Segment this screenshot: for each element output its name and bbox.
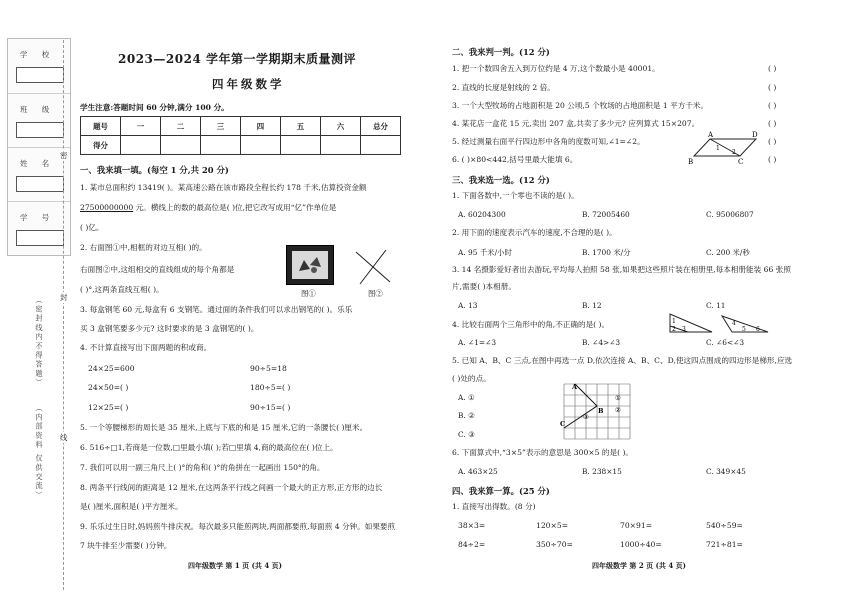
choice-option[interactable]: C. 11 (706, 301, 726, 310)
q4-calc: 12×25=( ) (88, 403, 129, 412)
choice-option[interactable]: A. 60204300 (458, 210, 506, 219)
score-table (80, 116, 401, 155)
score-input-cell[interactable] (201, 136, 241, 155)
q6-line: 6. 516÷□1,若商是一位数,□里最小填( );若□里填 4,商的最高位在( )位上。 (80, 443, 338, 452)
score-input-cell[interactable] (121, 136, 161, 155)
vertex-label: C (738, 158, 744, 166)
choice-q1: 1. 下面各数中,一个零也不读的是( )。 (452, 191, 579, 200)
score-cell: 总分 (361, 117, 401, 136)
angle-label: 1 (716, 145, 720, 152)
score-cell: 二 (161, 117, 201, 136)
section4-heading: 四、我来算一算。(25 分) (452, 486, 550, 496)
student-number-label: 学 号 (20, 213, 56, 222)
choice-q5-line1: 5. 已知 A、B、C 三点,在图中再选一点 D,依次连接 A、B、C、D,使这四点围成的四边形是梯形,应选 (452, 356, 793, 365)
q5-line: 5. 一个等腰梯形的周长是 35 厘米,上底与下底的和是 15 厘米,它的一条腰长( )厘米。 (80, 423, 368, 432)
score-input-cell[interactable] (241, 136, 281, 155)
calc-q1: 1. 直接写出得数。(8 分) (452, 502, 536, 511)
figure1-caption: 图① (301, 289, 316, 298)
picture-frame-figure (286, 245, 334, 285)
choice-q3-line2: 片,需要( )本相册。 (452, 282, 516, 291)
footer-page2: 四年级数学 第 2 页 (共 4 页) (592, 561, 686, 570)
q9-line1: 9. 乐乐过生日时,妈妈煎牛排庆祝。每次最多只能煎两块,两面都要煎,每面煎 4 分钟。如果要煎 (80, 522, 396, 531)
vertex-label: B (688, 158, 694, 166)
q9-line2: 7 块牛排至少需要( )分钟。 (80, 541, 172, 550)
school-field[interactable] (16, 67, 64, 83)
calc-item: 350÷70= (536, 540, 573, 549)
score-input-cell[interactable] (321, 136, 361, 155)
choice-option[interactable]: C. ③ (458, 430, 475, 439)
vertex-label: A (708, 131, 714, 139)
score-cell: 三 (201, 117, 241, 136)
q1-line3: ( )亿。 (80, 223, 104, 232)
binding-row-class (8, 93, 70, 148)
triangle-angle-label: 5 (742, 326, 746, 333)
calc-item: 84÷2= (458, 540, 486, 549)
q4-calc: 180÷5=( ) (250, 383, 291, 392)
seal-char-mi: 密 (60, 151, 68, 160)
angle-label: 2 (732, 149, 736, 156)
vertex-label: D (752, 131, 758, 139)
triangle-angle-label: 1 (672, 318, 676, 325)
binding-row-number (8, 201, 70, 256)
score-input-cell[interactable] (281, 136, 321, 155)
q4-calc: 24×50=( ) (88, 383, 129, 392)
exam-subtitle: 四年级数学 (212, 77, 285, 91)
section2-heading: 二、我来判一判。(12 分) (452, 47, 550, 57)
q8-line2: 是( )厘米,面积是( )平方厘米。 (80, 502, 183, 511)
class-label: 班 级 (20, 105, 56, 114)
q1-line2-text: 元。横线上的数的最高位是( )位,把它改写成用“亿”作单位是 (133, 203, 337, 212)
judge-answer-box[interactable]: ( ) (768, 83, 777, 92)
score-table-header-row (81, 117, 401, 136)
score-input-cell[interactable] (161, 136, 201, 155)
seal-char-xian: 线 (60, 433, 68, 442)
calc-item: 70×91= (620, 521, 653, 530)
exam-title: 2023—2024 学年第一学期期末质量测评 (118, 52, 356, 66)
choice-option[interactable]: A. 463×25 (458, 467, 498, 476)
judge-item: 3. 一个大型牧场的占地面积是 20 公顷,5 个牧场的占地面积是 1 平方千米。 (452, 101, 709, 110)
section1-heading: 一、我来填一填。(每空 1 分,共 20 分) (80, 165, 229, 175)
score-row-label: 得分 (81, 136, 121, 155)
calc-item: 38×3= (458, 521, 486, 530)
judge-answer-box[interactable]: ( ) (768, 64, 777, 73)
grid-point-label: C (560, 420, 566, 428)
judge-answer-box[interactable]: ( ) (768, 137, 777, 146)
name-field[interactable] (16, 176, 64, 192)
score-cell: 一 (121, 117, 161, 136)
choice-option[interactable]: A. 13 (458, 301, 478, 310)
q2-line3: ( )°,这两条直线互相( )。 (80, 285, 164, 294)
choice-option[interactable]: B. 238×15 (582, 467, 622, 476)
choice-q5-line2: ( )处的点。 (452, 374, 491, 383)
calc-item: 1000÷40= (620, 540, 662, 549)
q2-line1: 2. 右面图①中,相框的对边互相( )的。 (80, 243, 207, 252)
grid-point-label: A (572, 383, 578, 391)
q1-underlined-number: 27500000000 (80, 203, 134, 212)
judge-item: 6. ( )×80<442,括号里最大能填 6。 (452, 155, 578, 164)
figure2-caption: 图② (368, 289, 383, 298)
q3-line2: 买 3 盒钢笔要多少元? 这时要求的是 3 盒钢笔的( )。 (80, 324, 259, 333)
seal-line (63, 40, 64, 590)
grid-point-label: ② (615, 406, 621, 414)
judge-item: 4. 某花店一盒花 15 元,卖出 207 盒,共卖了多少元? 应列算式 15×207。 (452, 119, 700, 128)
dot-grid-figure (560, 380, 634, 442)
choice-q6: 6. 下面算式中,“3×5”表示的意思是 300×5 的是( )。 (452, 448, 634, 457)
frame-inner-image (292, 251, 328, 279)
score-cell: 六 (321, 117, 361, 136)
choice-option[interactable]: C. 349×45 (706, 467, 746, 476)
class-field[interactable] (16, 122, 64, 138)
q1-line2 (80, 203, 336, 213)
grid-point-label: ③ (583, 413, 589, 421)
frame-leaf-drawing (292, 251, 328, 279)
judge-item: 5. 经过测量右面平行四边形中各角的度数可知,∠1=∠2。 (452, 137, 645, 146)
score-cell: 五 (281, 117, 321, 136)
choice-option[interactable]: A. ∠1=∠3 (458, 338, 497, 347)
choice-option[interactable]: B. 1700 米/分 (582, 248, 631, 257)
choice-option[interactable]: B. ∠4>∠3 (582, 338, 621, 347)
choice-q4: 4. 比较右面两个三角形中的角,不正确的是( )。 (452, 320, 610, 329)
school-label: 学 校 (20, 50, 56, 59)
binding-info-box (7, 38, 71, 256)
choice-option[interactable]: C. 200 米/秒 (706, 248, 750, 257)
judge-answer-box[interactable]: ( ) (768, 155, 777, 164)
footer-page1: 四年级数学 第 1 页 (共 4 页) (188, 561, 282, 570)
choice-option[interactable]: B. 72005460 (582, 210, 630, 219)
intersecting-lines-figure (350, 244, 396, 288)
q2-line2: 右面图②中,这组相交的直线组成的每个角都是 (80, 265, 235, 274)
score-input-cell[interactable] (361, 136, 401, 155)
triangle-angle-label: 3 (682, 326, 686, 333)
triangle-figure-left (666, 312, 716, 334)
calc-item: 120×5= (536, 521, 569, 530)
calc-item: 540÷59= (706, 521, 743, 530)
choice-option[interactable]: C. 95006807 (706, 210, 754, 219)
q4-calc: 90÷5=18 (250, 364, 287, 373)
q3-line1: 3. 每盒钢笔 60 元,每盒有 6 支钢笔。通过面的条件我们可以求出钢笔的( )。乐乐 (80, 305, 353, 314)
judge-item: 1. 把一个数四舍五入到万位约是 4 万,这个数最小是 40001。 (452, 64, 660, 73)
triangle-angle-label: 6 (756, 326, 760, 333)
score-cell: 四 (241, 117, 281, 136)
choice-option[interactable]: B. 12 (582, 301, 602, 310)
choice-option[interactable]: A. 95 千米/小时 (458, 248, 512, 257)
triangle-angle-label: 4 (732, 320, 736, 327)
q8-line1: 8. 两条平行线间的距离是 12 厘米,在这两条平行线之间画一个最大的正方形,正方形的边长 (80, 483, 383, 492)
seal-warning-vertical: （密封线内不得答题） (35, 296, 44, 388)
calc-item: 721÷81= (706, 540, 743, 549)
grid-point-label: ① (615, 394, 621, 402)
parallelogram-figure (688, 130, 762, 166)
choice-q2: 2. 用下面的速度表示汽车的速度,不合理的是( )。 (452, 228, 617, 237)
score-cell: 题号 (81, 117, 121, 136)
seal-char-feng: 封 (60, 293, 68, 302)
q4-calc: 90÷15=( ) (250, 403, 291, 412)
binding-row-school (8, 39, 70, 93)
judge-item: 2. 直线的长度是射线的 2 倍。 (452, 83, 555, 92)
student-number-field[interactable] (16, 230, 64, 246)
triangle-angle-label: 2 (672, 326, 676, 333)
choice-option[interactable]: A. ① (458, 393, 475, 402)
section3-heading: 三、我来选一选。(12 分) (452, 175, 550, 185)
q4-calc: 24×25=600 (88, 364, 135, 373)
q4-line: 4. 不计算直接写出下面两题的积或商。 (80, 343, 212, 352)
triangle-figure-right (718, 312, 772, 334)
name-label: 姓 名 (20, 159, 56, 168)
score-table-score-row (81, 136, 401, 155)
q1-line1: 1. 某市总面积约 13419( )。某高速公路在该市路段全程长约 178 千米,估算投资金额 (80, 183, 367, 192)
judge-answer-box[interactable]: ( ) (768, 119, 777, 128)
exam-notice: 学生注意:答题时间 60 分钟,满分 100 分。 (80, 103, 229, 112)
q7-line: 7. 我们可以用一副三角尺上( )°的角和( )°的角拼在一起画出 150°的角。 (80, 463, 325, 472)
choice-option[interactable]: B. ② (458, 411, 475, 420)
choice-q3-line1: 3. 14 名摄影爱好者出去游玩,平均每人拍照 58 张,如果把这些照片装在相册里,每本相册能装 66 张照 (452, 265, 791, 274)
internal-material-vertical: （内部资料 仅供交流） (35, 404, 44, 501)
judge-answer-box[interactable]: ( ) (768, 101, 777, 110)
choice-option[interactable]: C. ∠6<∠3 (706, 338, 745, 347)
grid-point-label: B (598, 407, 604, 415)
